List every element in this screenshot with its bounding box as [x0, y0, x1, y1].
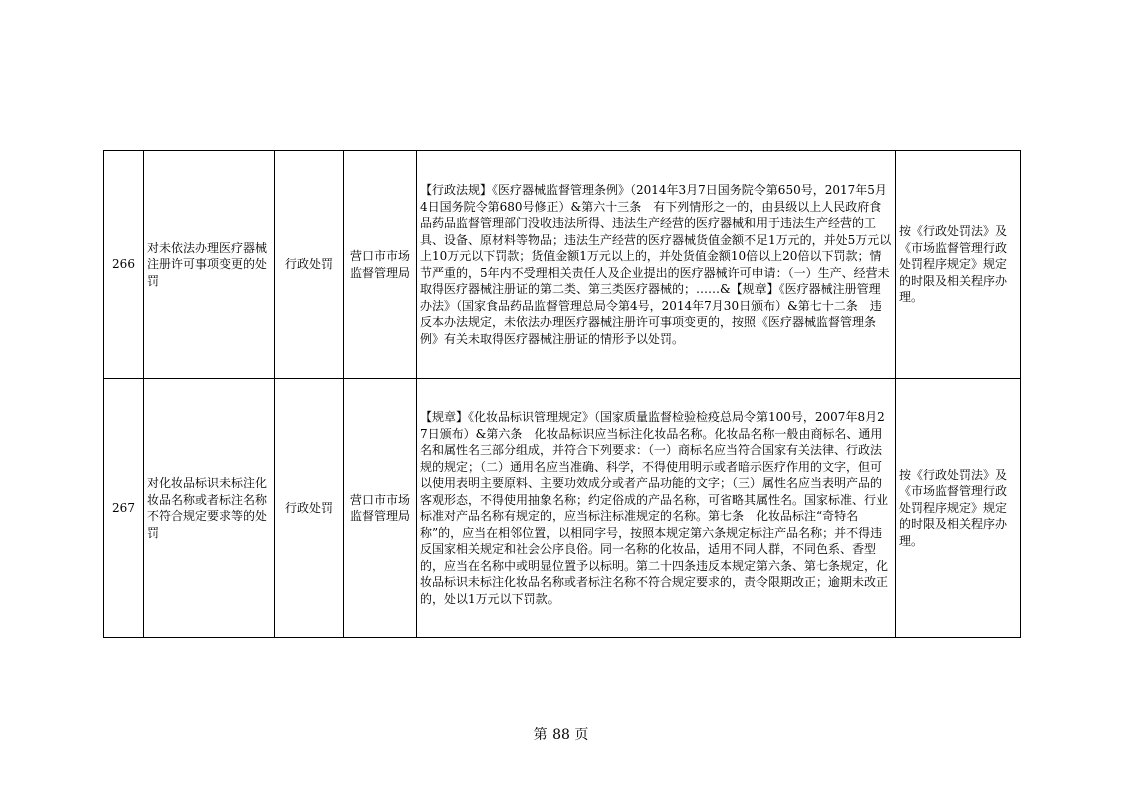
item-name: 对化妆品标识未标注化妆品名称或者标注名称不符合规定要求等的处罚	[144, 379, 275, 638]
department: 营口市市场监督管理局	[344, 151, 417, 379]
page-number: 第 88 页	[533, 727, 589, 743]
procedure: 按《行政处罚法》及《市场监督管理行政处罚程序规定》规定的时限及相关程序办理。	[896, 151, 1021, 379]
power-type: 行政处罚	[275, 379, 344, 638]
table-row	[104, 151, 1021, 379]
table-row	[104, 379, 1021, 638]
legal-basis: 【行政法规】《医疗器械监督管理条例》（2014年3月7日国务院令第650号，2017年5月4日国务院令第680号修正）&第六十三条 有下列情形之一的，由县级以上人民政府食品药品监督管理部门没收违法所得、违法生产经营的医疗器械和用于违法生产经营的工具、设备、原材料等物品；违法生产经营的医疗器械货值金额不足1万元的，并处5万元以上10万元以下罚款；货值金额1万元以上的，并处货值金额10倍以上20倍以下罚款；情节严重的，5年内不受理相关责任人及企业提出的医疗器械许可申请：（一）生产、经营未取得医疗器械注册证的第二类、第三类医疗器械的；……&【规章】《医疗器械注册管理办法》（国家食品药品监督管理总局令第4号，2014年7月30日颁布）&第七十二条 违反本办法规定，未依法办理医疗器械注册许可事项变更的，按照《医疗器械监督管理条例》有关未取得医疗器械注册证的情形予以处罚。	[417, 151, 896, 379]
item-name: 对未依法办理医疗器械注册许可事项变更的处罚	[144, 151, 275, 379]
legal-basis: 【规章】《化妆品标识管理规定》（国家质量监督检验检疫总局令第100号，2007年8月27日颁布）&第六条 化妆品标识应当标注化妆品名称。化妆品名称一般由商标名、通用名和属性名三部分组成，并符合下列要求：（一）商标名应当符合国家有关法律、行政法规的规定；（二）通用名应当准确、科学，不得使用明示或者暗示医疗作用的文字，但可以使用表明主要原料、主要功效成分或者产品功能的文字；（三）属性名应当表明产品的客观形态，不得使用抽象名称；约定俗成的产品名称，可省略其属性名。国家标准、行业标准对产品名称有规定的，应当标注标准规定的名称。第七条 化妆品标注“奇特名称”的，应当在相邻位置，以相同字号，按照本规定第六条规定标注产品名称；并不得违反国家相关规定和社会公序良俗。同一名称的化妆品，适用不同人群，不同色系、香型的，应当在名称中或明显位置予以标明。第二十四条违反本规定第六条、第七条规定，化妆品标识未标注化妆品名称或者标注名称不符合规定要求的，责令限期改正；逾期未改正的，处以1万元以下罚款。	[417, 379, 896, 638]
procedure: 按《行政处罚法》及《市场监督管理行政处罚程序规定》规定的时限及相关程序办理。	[896, 379, 1021, 638]
power-list-table	[103, 150, 1021, 638]
department: 营口市市场监督管理局	[344, 379, 417, 638]
row-number: 267	[104, 379, 144, 638]
power-type: 行政处罚	[275, 151, 344, 379]
row-number: 266	[104, 151, 144, 379]
